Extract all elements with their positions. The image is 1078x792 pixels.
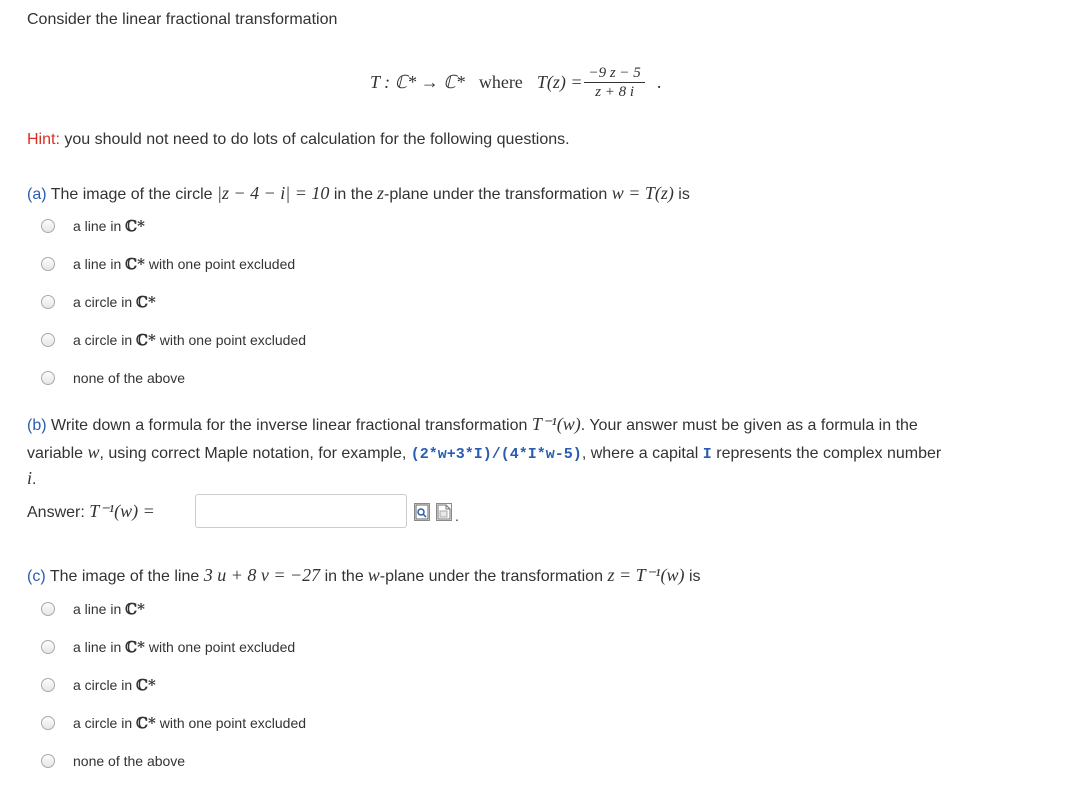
help-doc-icon[interactable]	[436, 503, 452, 521]
part-a-option-4[interactable]	[73, 369, 185, 387]
option-set: ℂ*	[136, 293, 156, 311]
part-a-radio-3[interactable]	[41, 333, 55, 347]
option-set: ℂ*	[125, 217, 145, 235]
option-suffix: with one point excluded	[159, 715, 307, 731]
option-text: a circle in	[73, 677, 133, 693]
part-a-radio-0[interactable]	[41, 219, 55, 233]
part-b-line2-d: represents the complex number	[716, 445, 942, 462]
part-c-text-end: is	[688, 568, 701, 585]
part-c-option-3[interactable]	[73, 714, 306, 732]
part-a-circle-equation: |z − 4 − i| = 10	[217, 183, 330, 203]
part-a-radio-4[interactable]	[41, 371, 55, 385]
part-b-line2-var: w	[87, 442, 100, 462]
transformation-display	[370, 60, 661, 104]
part-c-radio-3[interactable]	[41, 716, 55, 730]
part-c-option-1[interactable]	[73, 638, 295, 656]
part-c-text-mid: in the	[324, 568, 364, 585]
transformation-where: where	[478, 71, 523, 92]
part-a-radio-2[interactable]	[41, 295, 55, 309]
part-b-inverse: T⁻¹(w)	[531, 414, 581, 434]
option-set: ℂ*	[125, 638, 145, 656]
option-text: none of the above	[73, 753, 186, 769]
part-c-radio-4[interactable]	[41, 754, 55, 768]
part-b-line2-a: variable	[27, 445, 84, 462]
preview-icon[interactable]	[414, 503, 430, 521]
option-text: a circle in	[73, 332, 133, 348]
part-a-plane-var: z	[376, 183, 384, 203]
part-c-question	[27, 565, 701, 587]
part-b-line3-var: i	[27, 468, 33, 488]
part-c-option-2[interactable]	[73, 676, 156, 694]
option-set: ℂ*	[125, 600, 145, 618]
part-a-option-0[interactable]	[73, 217, 145, 235]
part-c-radio-2[interactable]	[41, 678, 55, 692]
option-text: a circle in	[73, 294, 133, 310]
option-text: a circle in	[73, 715, 133, 731]
transformation-lhs: T(z) =	[536, 71, 583, 92]
part-b-line1-end: . Your answer must be given as a formula in the	[580, 417, 918, 434]
part-a-transform-equation: w = T(z)	[611, 183, 674, 203]
part-b-capital-i: I	[702, 446, 712, 463]
option-set: ℂ*	[125, 255, 145, 273]
answer-row-label	[27, 501, 155, 523]
part-b-line3-end: .	[32, 471, 37, 488]
option-suffix: with one point excluded	[148, 639, 296, 655]
transformation-end: .	[656, 71, 662, 92]
hint	[27, 130, 570, 150]
hint-label: Hint:	[27, 131, 60, 148]
part-c-text-plane: -plane under the transformation	[379, 568, 603, 585]
option-suffix: with one point excluded	[148, 256, 296, 272]
part-a-question	[27, 183, 690, 205]
transformation-map: T : ℂ* → ℂ*	[370, 71, 465, 92]
part-c-line-equation: 3 u + 8 v = −27	[203, 565, 321, 585]
fraction-denominator: z + 8 i	[595, 83, 635, 100]
option-suffix: with one point excluded	[159, 332, 307, 348]
part-a-option-2[interactable]	[73, 293, 156, 311]
fraction-numerator: −9 z − 5	[584, 64, 644, 83]
part-a-text-plane: -plane under the transformation	[383, 186, 608, 203]
part-a-text-before: The image of the circle	[50, 186, 213, 203]
part-b-line-2	[27, 442, 941, 465]
part-c-plane-var: w	[367, 565, 380, 585]
hint-text: you should not need to do lots of calculation for the following questions.	[64, 131, 570, 148]
option-text: a line in	[73, 256, 122, 272]
answer-label: Answer:	[27, 504, 85, 521]
part-a-option-1[interactable]	[73, 255, 295, 273]
help-doc-glyph	[437, 504, 451, 520]
part-c-label: (c)	[27, 568, 46, 585]
part-b-line-1	[27, 414, 918, 436]
option-set: ℂ*	[136, 714, 156, 732]
option-text: none of the above	[73, 370, 186, 386]
option-set: ℂ*	[136, 676, 156, 694]
part-a-text-mid: in the	[333, 186, 373, 203]
part-c-option-0[interactable]	[73, 600, 145, 618]
part-a-label: (a)	[27, 186, 47, 203]
transformation-fraction	[584, 64, 644, 101]
part-a-text-end: is	[678, 186, 690, 203]
part-c-option-4[interactable]	[73, 752, 185, 770]
preview-glyph	[415, 504, 429, 520]
part-a-radio-1[interactable]	[41, 257, 55, 271]
intro-text: Consider the linear fractional transformation	[27, 11, 338, 28]
part-b-line1-text: Write down a formula for the inverse linear fractional transformation	[51, 417, 528, 434]
part-b-example-code: (2*w+3*I)/(4*I*w-5)	[410, 446, 582, 463]
part-a-option-3[interactable]	[73, 331, 306, 349]
part-c-transform-equation: z = T⁻¹(w)	[607, 565, 685, 585]
part-c-radio-0[interactable]	[41, 602, 55, 616]
option-text: a line in	[73, 601, 122, 617]
part-c-radio-1[interactable]	[41, 640, 55, 654]
option-text: a line in	[73, 218, 122, 234]
part-b-line2-b: , using correct Maple notation, for example,	[99, 445, 407, 462]
answer-input[interactable]	[195, 494, 407, 528]
part-c-text-before: The image of the line	[49, 568, 200, 585]
answer-expression: T⁻¹(w) =	[89, 501, 155, 521]
answer-trailing-dot: .	[455, 508, 459, 524]
option-set: ℂ*	[136, 331, 156, 349]
part-b-label: (b)	[27, 417, 47, 434]
part-b-line-3	[27, 468, 36, 490]
part-b-line2-c: , where a capital	[581, 445, 699, 462]
option-text: a line in	[73, 639, 122, 655]
